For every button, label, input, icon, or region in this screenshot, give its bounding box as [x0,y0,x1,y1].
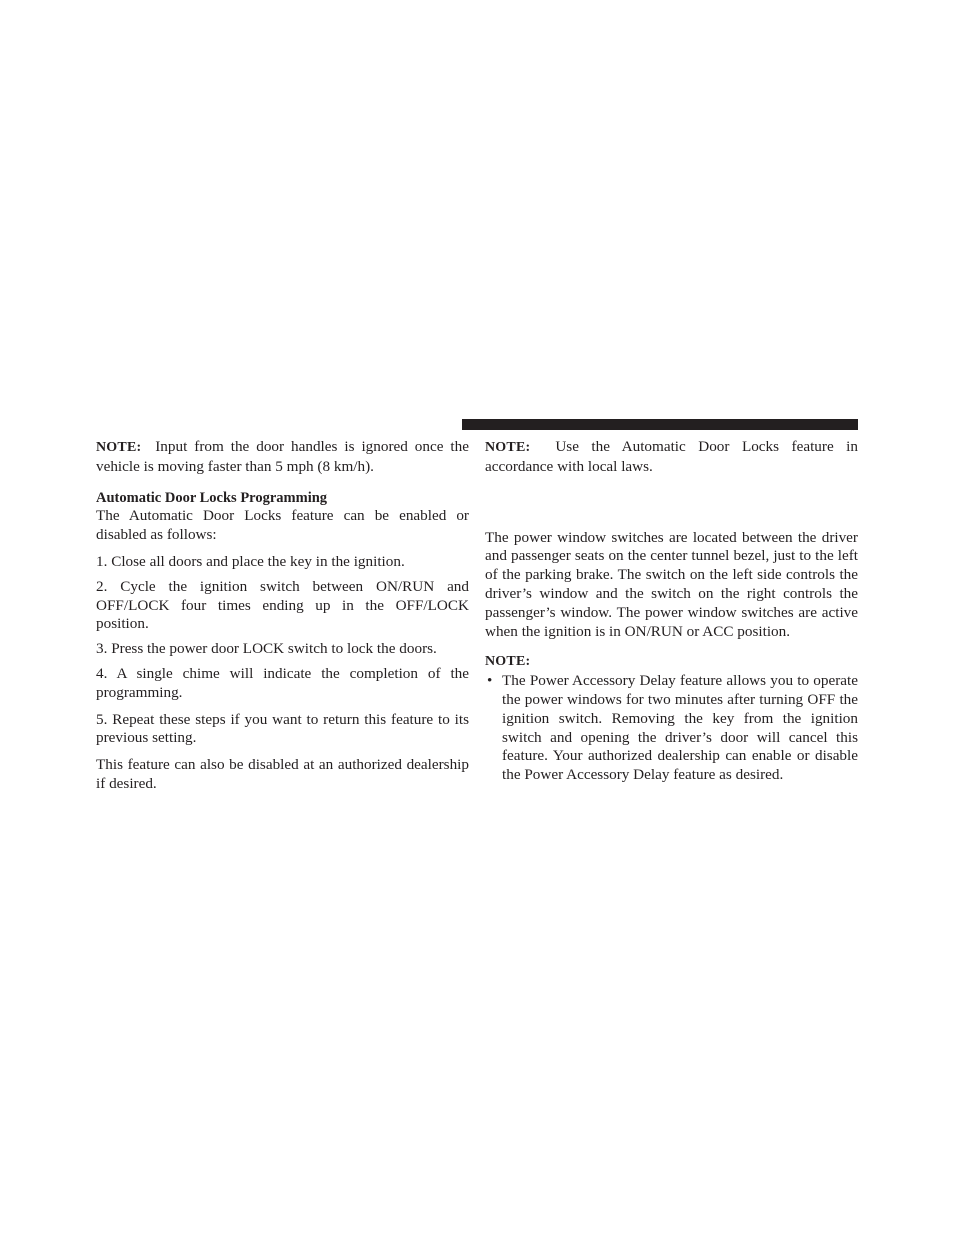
programming-step-1: 1. Close all doors and place the key in the ignition. [96,552,405,570]
note-label: NOTE: [485,440,531,455]
right-column [485,438,858,785]
programming-step-3: 3. Press the power door LOCK switch to lock the doors. [96,640,437,658]
programming-step-2: 2. Cycle the ignition switch between ON/RUN and OFF/LOCK four times ending up in the OFF/LOCK position. [96,577,469,633]
section-header-bar [462,419,858,430]
power-windows-body: The power window switches are located between the driver and passenger seats on the center tunnel bezel, just to the left of the parking brake. The switch on the left side controls the driver’s window and the switch on the right controls the passenger’s window. The power window switches are active when the ignition is in ON/RUN or ACC position. [485,528,858,640]
note-text: Use the Automatic Door Locks feature in accordance with local laws. [485,438,858,475]
programming-closing: This feature can also be disabled at an authorized dealership if desired. [96,756,469,792]
programming-intro: The Automatic Door Locks feature can be enabled or disabled as follows: [96,507,469,544]
programming-heading: Automatic Door Locks Programming [96,489,328,506]
note-local-laws [485,438,858,477]
bullet-icon: • [487,672,493,690]
bullet-text: The Power Accessory Delay feature allows you to operate the power windows for two minutes after turning OFF the ignition switch. Removing the key from the ignition switch and opening the driver’s door will cancel this feature. Your authorized dealership can enable or disable the Power Accessory Delay feature as desired. [502,672,858,784]
note-label: NOTE: [96,440,142,455]
note-text: Input from the door handles is ignored once the vehicle is moving faster than 5 mph (8 km/h). [96,438,469,475]
left-column [96,438,469,794]
programming-step-4: 4. A single chime will indicate the completion of the programming. [96,664,469,701]
power-windows-note-label: NOTE: [485,654,531,670]
note-door-handles [96,438,469,477]
power-windows-note-list [485,672,858,785]
programming-step-5: 5. Repeat these steps if you want to return this feature to its previous setting. [96,710,469,747]
list-item [485,672,858,785]
